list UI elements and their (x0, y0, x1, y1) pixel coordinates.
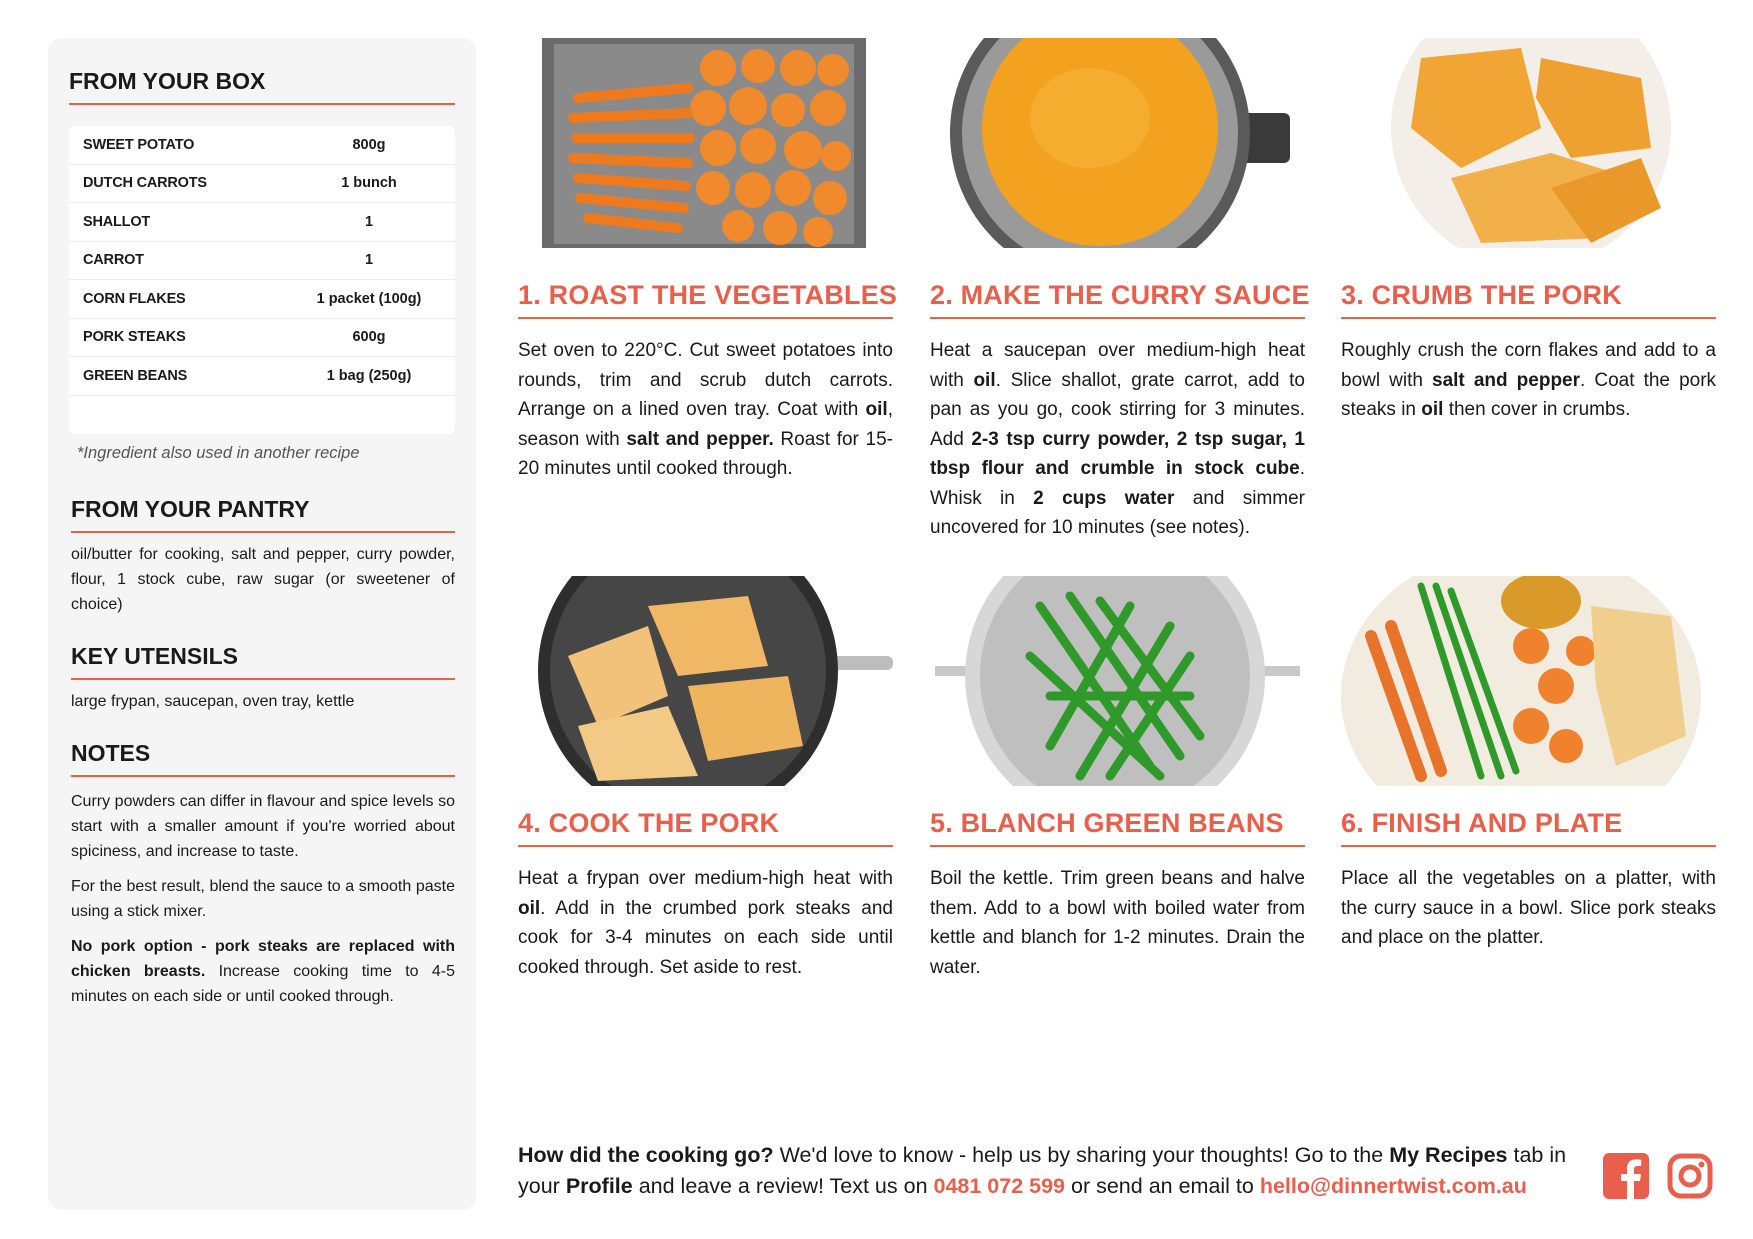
ingredients-sidebar (48, 38, 476, 1210)
notes-heading: NOTES (71, 740, 455, 777)
roasted-vegetables-image (518, 38, 893, 248)
step-4-body: Heat a frypan over medium-high heat with oil. Add in the crumbed pork steaks and cook for 3-4 minutes on each side until cooked through. Set aside to rest. (518, 868, 893, 978)
ingredient-row (69, 242, 455, 281)
ingredient-row (69, 280, 455, 319)
ingredient-row (69, 319, 455, 358)
note-3-rest: Increase cooking time to 4-5 minutes on each side or until cooked through. (71, 963, 455, 1005)
step-3-body: Roughly crush the corn flakes and add to a bowl with salt and pepper. Coat the pork steaks in oil then cover in crumbs. (1341, 340, 1717, 420)
from-your-box-heading: FROM YOUR BOX (69, 68, 455, 105)
step-5-title: 5. BLANCH GREEN BEANS (930, 808, 1305, 847)
key-utensils-heading: KEY UTENSILS (71, 643, 455, 680)
ingredient-name: GREEN BEANS (83, 367, 188, 384)
ingredient-name: SHALLOT (83, 213, 151, 230)
ingredient-name: PORK STEAKS (83, 329, 186, 346)
step-4-title: 4. COOK THE PORK (518, 808, 893, 847)
email-link[interactable]: hello@dinnertwist.com.au (1259, 1174, 1527, 1198)
ingredient-qty: 1 packet (100g) (316, 290, 422, 307)
finished-plate-image (1341, 576, 1701, 786)
instagram-icon[interactable] (1667, 1153, 1713, 1199)
ingredient-row (69, 165, 455, 204)
step-6-title: 6. FINISH AND PLATE (1341, 808, 1716, 847)
ingredient-name: CARROT (83, 252, 144, 269)
ingredient-name: SWEET POTATO (83, 136, 195, 153)
step-1-title: 1. ROAST THE VEGETABLES (518, 280, 893, 319)
curry-sauce-image (930, 38, 1305, 248)
green-beans-image (930, 576, 1305, 786)
footnote: *Ingredient also used in another recipe (77, 444, 360, 462)
note-3-bold: No pork option - pork steaks are replaced with chicken breasts. (71, 938, 455, 980)
feedback-footer: How did the cooking go? We'd love to know - help us by sharing your thoughts! Go to the My Recipes tab in your Profile and leave a review! Text us on 0481 072 599 or send an email to hello@dinnertwist.com.au (518, 1143, 1567, 1198)
cook-pork-image (518, 576, 893, 786)
crumbed-pork-image (1341, 38, 1716, 248)
ingredient-row (69, 126, 455, 165)
ingredient-qty: 1 bag (250g) (326, 367, 412, 384)
pantry-text: oil/butter for cooking, salt and pepper, curry powder, flour, 1 stock cube, raw sugar (or sweetener of choice) (71, 546, 455, 613)
ingredient-row (69, 203, 455, 242)
ingredient-qty: 800g (352, 136, 386, 153)
step-3-title: 3. CRUMB THE PORK (1341, 280, 1716, 319)
step-2-body: Heat a saucepan over medium-high heat with oil. Slice shallot, grate carrot, add to pan as you go, cook stirring for 3 minutes. Add 2-3 tsp curry powder, 2 tsp sugar, 1 tbsp flour and crumble in stock cube. Whisk in 2 cups water and simmer uncovered for 10 minutes (see notes). (930, 340, 1305, 538)
note-1: Curry powders can differ in flavour and spice levels so start with a smaller amount if you're worried about spiciness, and increase to taste. (71, 793, 455, 860)
utensils-text: large frypan, saucepan, oven tray, kettle (71, 693, 355, 710)
from-your-pantry-heading: FROM YOUR PANTRY (71, 496, 455, 533)
ingredient-name: DUTCH CARROTS (83, 175, 207, 192)
note-2: For the best result, blend the sauce to a smooth paste using a stick mixer. (71, 878, 455, 920)
note-3 (71, 934, 455, 1009)
step-5-body: Boil the kettle. Trim green beans and halve them. Add to a bowl with boiled water from kettle and blanch for 1-2 minutes. Drain the water. (930, 868, 1305, 978)
facebook-icon[interactable] (1603, 1153, 1649, 1199)
step-6-body: Place all the vegetables on a platter, with the curry sauce in a bowl. Slice pork steaks and place on the platter. (1341, 868, 1716, 948)
ingredient-qty: 600g (352, 329, 386, 346)
ingredient-qty: 1 (364, 252, 374, 269)
ingredient-row (69, 357, 455, 396)
phone-link[interactable]: 0481 072 599 (933, 1174, 1066, 1198)
ingredient-name: CORN FLAKES (83, 290, 186, 307)
step-2-title: 2. MAKE THE CURRY SAUCE (930, 280, 1305, 319)
step-1-body: Set oven to 220°C. Cut sweet potatoes into rounds, trim and scrub dutch carrots. Arrange on a lined oven tray. Coat with oil, season with salt and pepper. Roast for 15-20 minutes until cooked through. (518, 340, 893, 479)
notes-text (71, 789, 455, 1019)
ingredient-qty: 1 (364, 213, 374, 230)
ingredients-table (69, 126, 455, 434)
ingredient-qty: 1 bunch (341, 175, 397, 192)
